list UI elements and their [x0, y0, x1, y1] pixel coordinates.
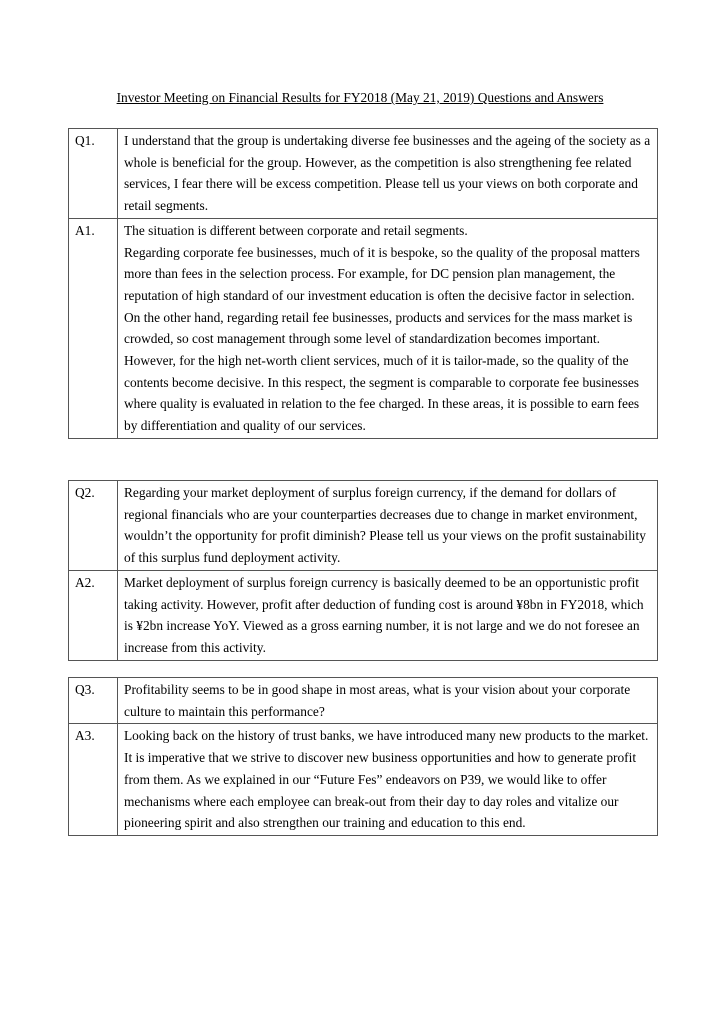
answer-text [118, 218, 658, 438]
answer-paragraph: Regarding corporate fee businesses, much of it is bespoke, so the quality of the proposal matters more than fees in the selection process. For example, for DC pension plan management, the reputation of high standard of our investment education is often the decisive factor in selection. [124, 244, 640, 303]
question-label: Q2. [69, 481, 118, 571]
answer-paragraph: Looking back on the history of trust banks, we have introduced many new products to the market. It is imperative that we strive to discover new business opportunities and how to generate profit from them. As we explained in our “Future Fes” endeavors on P39, we would like to offer mechanisms where each employee can break-out from their day to day roles and vitalize our pioneering spirit and also strengthen our training and education to this end. [124, 728, 649, 831]
qa-table-1 [68, 128, 658, 439]
answer-paragraph: The situation is different between corporate and retail segments. [124, 222, 468, 238]
question-text: Profitability seems to be in good shape in most areas, what is your vision about your corporate culture to maintain this performance? [118, 678, 658, 724]
answer-text [118, 570, 658, 660]
question-text: Regarding your market deployment of surplus foreign currency, if the demand for dollars of regional financials who are your counterparties decreases due to change in market environment, wouldn’t the opportunity for profit diminish? Please tell us your views on the profit sustainability of this surplus fund deployment activity. [118, 481, 658, 571]
qa-table-3 [68, 677, 658, 836]
question-label: Q1. [69, 129, 118, 219]
question-row [69, 129, 658, 219]
answer-label: A2. [69, 570, 118, 660]
answer-row [69, 724, 658, 836]
answer-paragraph: On the other hand, regarding retail fee businesses, products and services for the mass market is crowded, so cost management through some level of standardization becomes important. However, for the high net-worth client services, much of it is tailor-made, so the quality of the contents become decisive. In this respect, the segment is comparable to corporate fee businesses where quality is evaluated in relation to the fee charged. In these areas, it is possible to earn fees by differentiation and quality of our services. [124, 309, 640, 434]
answer-text [118, 724, 658, 836]
question-row [69, 481, 658, 571]
question-row [69, 678, 658, 724]
answer-label: A3. [69, 724, 118, 836]
question-text: I understand that the group is undertaking diverse fee businesses and the ageing of the society as a whole is beneficial for the group. However, as the competition is also strengthening fee related services, I fear there will be excess competition. Please tell us your views on both corporate and retail segments. [118, 129, 658, 219]
qa-table-2 [68, 480, 658, 661]
answer-label: A1. [69, 218, 118, 438]
answer-row [69, 570, 658, 660]
page-title: Investor Meeting on Financial Results for FY2018 (May 21, 2019) Questions and Answers [116, 90, 604, 105]
question-label: Q3. [69, 678, 118, 724]
answer-row [69, 218, 658, 438]
answer-paragraph: Market deployment of surplus foreign currency is basically deemed to be an opportunistic profit taking activity. However, profit after deduction of funding cost is around ¥8bn in FY2018, which is ¥2bn increase YoY. Viewed as a gross earning number, it is not large and we do not foresee an increase from this activity. [124, 574, 644, 655]
